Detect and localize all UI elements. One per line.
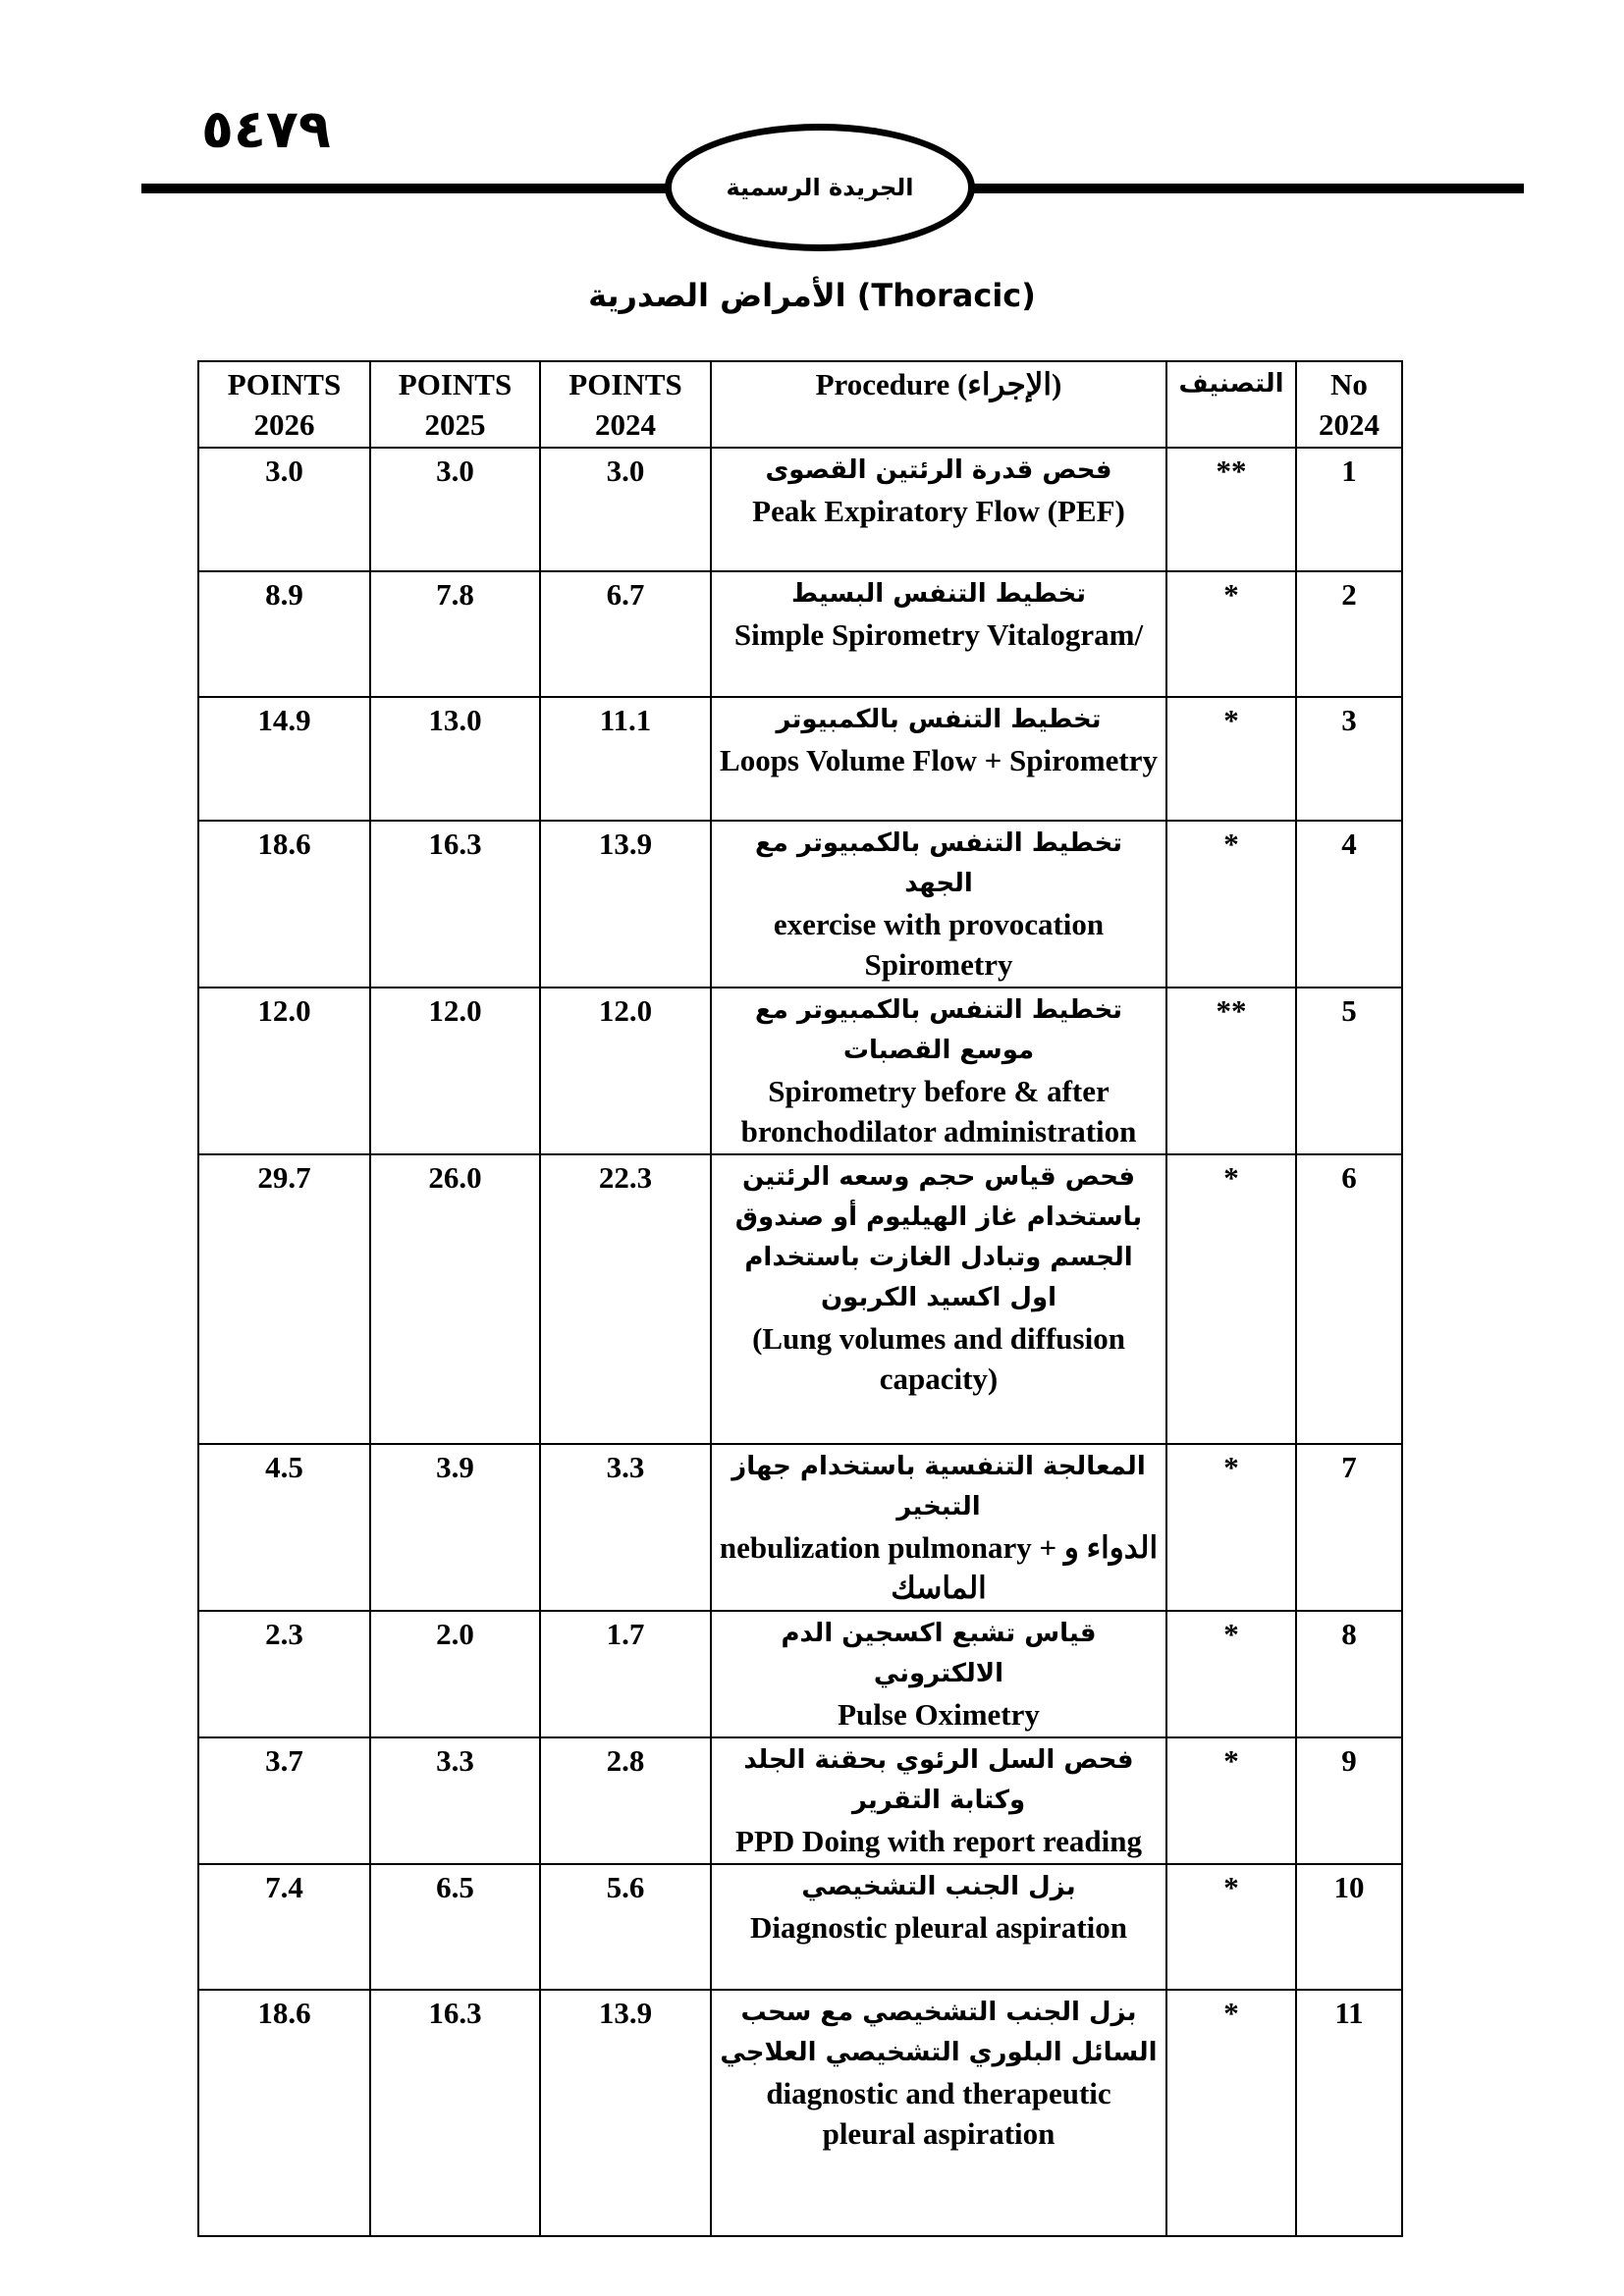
points-2025-cell: 2.0 xyxy=(370,1611,540,1737)
procedure-arabic: فحص قياس حجم وسعه الرئتين باستخدام غاز الهيليوم أو صندوق الجسم وتبادل الغازت باستخدام اول اكسيد الكربون xyxy=(734,1162,1143,1312)
procedure-arabic: فحص قدرة الرئتين القصوى xyxy=(765,455,1112,485)
points-2025-cell: 6.5 xyxy=(370,1864,540,1990)
procedure-cell xyxy=(711,1611,1166,1737)
page-number: ٥٤٧٩ xyxy=(201,98,331,160)
classification-cell: * xyxy=(1166,1154,1296,1444)
procedure-arabic: بزل الجنب التشخيصي xyxy=(801,1872,1076,1901)
procedure-english: exercise with provocation Spirometry xyxy=(773,907,1105,982)
points-2026-cell: 14.9 xyxy=(198,697,370,821)
number-cell: 2 xyxy=(1296,571,1402,697)
points-2024-cell: 2.8 xyxy=(540,1737,711,1864)
points-2026-cell: 4.5 xyxy=(198,1444,370,1611)
col-header: POINTS 2024 xyxy=(540,361,711,448)
points-2026-cell: 2.3 xyxy=(198,1611,370,1737)
procedure-english: Loops Volume Flow + Spirometry xyxy=(720,743,1158,777)
procedure-cell xyxy=(711,571,1166,697)
procedure-arabic: بزل الجنب التشخيصي مع سحب السائل البلوري التشخيصي العلاجي xyxy=(720,1998,1158,2067)
points-2025-cell: 26.0 xyxy=(370,1154,540,1444)
procedure-cell xyxy=(711,1990,1166,2236)
procedure-arabic: فحص السل الرئوي بحقنة الجلد وكتابة التقرير xyxy=(743,1745,1134,1815)
procedure-english: Peak Expiratory Flow (PEF) xyxy=(752,494,1125,528)
points-2025-cell: 3.9 xyxy=(370,1444,540,1611)
procedure-cell xyxy=(711,1864,1166,1990)
procedure-arabic: تخطيط التنفس البسيط xyxy=(791,579,1086,609)
number-cell: 3 xyxy=(1296,697,1402,821)
points-2024-cell: 5.6 xyxy=(540,1864,711,1990)
classification-cell: * xyxy=(1166,1444,1296,1611)
points-2025-cell: 3.3 xyxy=(370,1737,540,1864)
number-cell: 9 xyxy=(1296,1737,1402,1864)
points-2026-cell: 7.4 xyxy=(198,1864,370,1990)
procedure-arabic: قياس تشبع اكسجين الدم الالكتروني xyxy=(781,1619,1097,1688)
gazette-title: الجريدة الرسمية xyxy=(726,174,914,201)
procedure-english: (Lung volumes and diffusion capacity) xyxy=(752,1321,1125,1396)
table-row xyxy=(198,1864,1402,1990)
procedure-english: diagnostic and therapeutic pleural aspiration xyxy=(766,2076,1111,2151)
table-row xyxy=(198,988,1402,1154)
section-title: الأمراض الصدرية (Thoracic) xyxy=(588,277,1036,314)
procedure-cell xyxy=(711,1444,1166,1611)
points-2024-cell: 6.7 xyxy=(540,571,711,697)
number-cell: 6 xyxy=(1296,1154,1402,1444)
procedure-english: Diagnostic pleural aspiration xyxy=(749,1910,1128,1945)
points-2025-cell: 3.0 xyxy=(370,448,540,571)
points-2026-cell: 18.6 xyxy=(198,821,370,988)
col-header: No 2024 xyxy=(1296,361,1402,448)
number-cell: 4 xyxy=(1296,821,1402,988)
procedure-english: PPD Doing with report reading xyxy=(735,1824,1142,1858)
points-2026-cell: 8.9 xyxy=(198,571,370,697)
points-2024-cell: 3.3 xyxy=(540,1444,711,1611)
procedure-cell xyxy=(711,1737,1166,1864)
classification-cell: * xyxy=(1166,821,1296,988)
points-2025-cell: 13.0 xyxy=(370,697,540,821)
points-2024-cell: 22.3 xyxy=(540,1154,711,1444)
col-header: التصنيف xyxy=(1166,361,1296,448)
procedure-arabic: تخطيط التنفس بالكمبيوتر مع الجهد xyxy=(755,828,1122,898)
procedure-english: nebulization pulmonary + الدواء و الماسك xyxy=(719,1530,1159,1605)
classification-cell: * xyxy=(1166,1611,1296,1737)
procedure-cell xyxy=(711,821,1166,988)
number-cell: 1 xyxy=(1296,448,1402,571)
col-header: Procedure (الإجراء) xyxy=(711,361,1166,448)
col-header: POINTS 2025 xyxy=(370,361,540,448)
table-row xyxy=(198,1444,1402,1611)
points-2025-cell: 16.3 xyxy=(370,1990,540,2236)
points-2024-cell: 11.1 xyxy=(540,697,711,821)
classification-cell: * xyxy=(1166,697,1296,821)
procedure-cell xyxy=(711,448,1166,571)
table-row xyxy=(198,1154,1402,1444)
procedure-english: Pulse Oximetry xyxy=(838,1697,1040,1732)
table-row xyxy=(198,1737,1402,1864)
points-2024-cell: 13.9 xyxy=(540,821,711,988)
points-2025-cell: 12.0 xyxy=(370,988,540,1154)
number-cell: 10 xyxy=(1296,1864,1402,1990)
classification-cell: ** xyxy=(1166,448,1296,571)
points-2024-cell: 13.9 xyxy=(540,1990,711,2236)
procedure-english: Simple Spirometry Vitalogram/ xyxy=(733,617,1144,652)
table-row xyxy=(198,1611,1402,1737)
procedures-table xyxy=(197,360,1403,2237)
procedure-arabic: تخطيط التنفس بالكمبيوتر xyxy=(776,705,1102,734)
col-header: POINTS 2026 xyxy=(198,361,370,448)
points-2024-cell: 1.7 xyxy=(540,1611,711,1737)
procedure-cell xyxy=(711,1154,1166,1444)
points-2026-cell: 3.7 xyxy=(198,1737,370,1864)
procedure-english: Spirometry before & after bronchodilator administration xyxy=(740,1074,1137,1148)
number-cell: 8 xyxy=(1296,1611,1402,1737)
points-2026-cell: 29.7 xyxy=(198,1154,370,1444)
classification-cell: * xyxy=(1166,1990,1296,2236)
procedure-cell xyxy=(711,988,1166,1154)
classification-cell: * xyxy=(1166,1737,1296,1864)
gazette-emblem xyxy=(665,124,975,251)
points-2026-cell: 3.0 xyxy=(198,448,370,571)
procedure-cell xyxy=(711,697,1166,821)
table-row xyxy=(198,697,1402,821)
table-header-row xyxy=(198,361,1402,448)
procedure-arabic: تخطيط التنفس بالكمبيوتر مع موسع القصبات xyxy=(755,995,1122,1065)
table-row xyxy=(198,448,1402,571)
points-2025-cell: 16.3 xyxy=(370,821,540,988)
number-cell: 7 xyxy=(1296,1444,1402,1611)
points-2026-cell: 18.6 xyxy=(198,1990,370,2236)
classification-cell: * xyxy=(1166,1864,1296,1990)
points-2026-cell: 12.0 xyxy=(198,988,370,1154)
number-cell: 5 xyxy=(1296,988,1402,1154)
number-cell: 11 xyxy=(1296,1990,1402,2236)
points-2024-cell: 12.0 xyxy=(540,988,711,1154)
classification-cell: * xyxy=(1166,571,1296,697)
table-row xyxy=(198,821,1402,988)
points-2024-cell: 3.0 xyxy=(540,448,711,571)
classification-cell: ** xyxy=(1166,988,1296,1154)
points-2025-cell: 7.8 xyxy=(370,571,540,697)
table-row xyxy=(198,571,1402,697)
procedure-arabic: المعالجة التنفسية باستخدام جهاز التبخير xyxy=(731,1452,1146,1522)
table-row xyxy=(198,1990,1402,2236)
